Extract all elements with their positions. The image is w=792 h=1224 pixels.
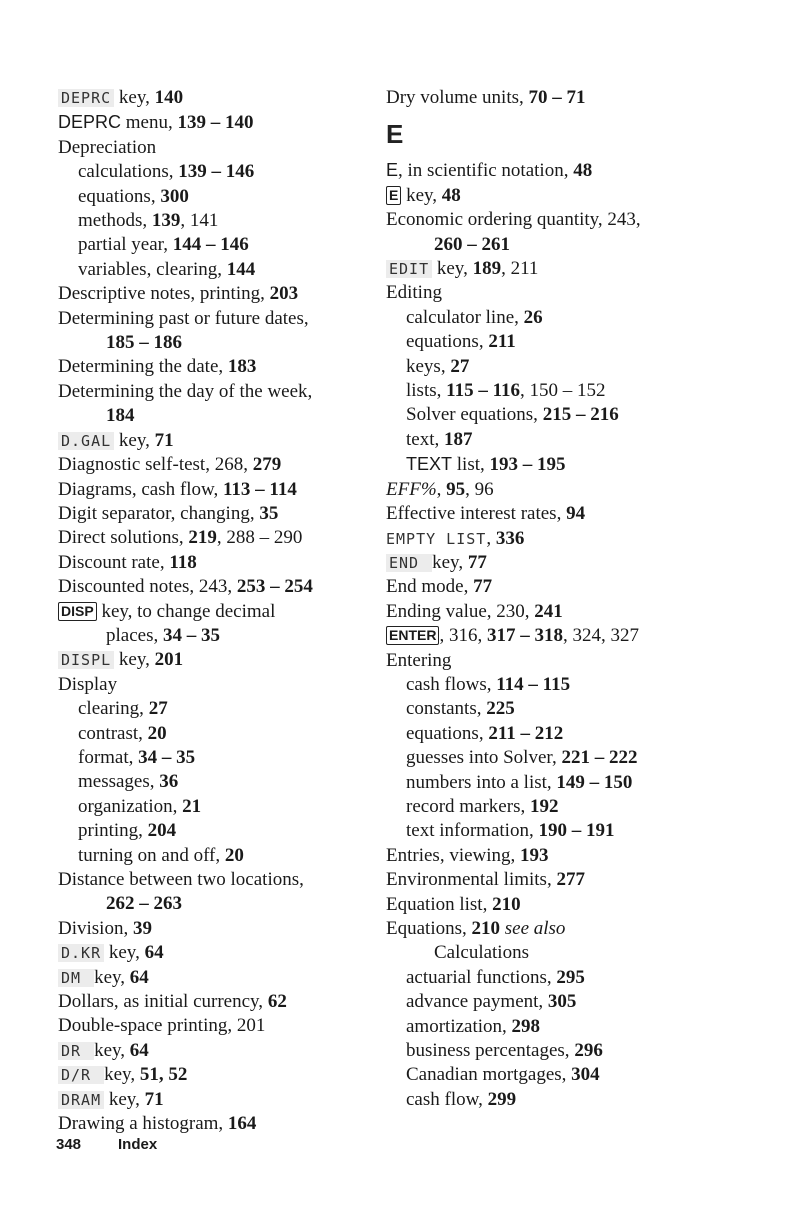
entry-text: Diagrams, cash flow, [58, 478, 223, 500]
entry-text: Division, [58, 917, 133, 939]
footer-section: Index [118, 1136, 158, 1153]
page-ref: 48 [441, 184, 461, 206]
page-ref: 21 [182, 795, 202, 817]
entry-text: , [436, 478, 447, 500]
entry-text: partial year, [78, 234, 173, 256]
entry-text: messages, [78, 771, 160, 793]
page-ref: 225 [486, 698, 515, 720]
entry-text: Equation list, [386, 893, 493, 915]
entry-text: numbers into a list, [406, 771, 557, 793]
page-ref: 187 [444, 428, 473, 450]
index-entry [386, 478, 776, 502]
page-ref: 192 [529, 795, 559, 817]
entry-text: key, [104, 1088, 145, 1110]
entry-text: list, [452, 454, 490, 476]
index-entry [58, 844, 388, 868]
entry-text: printing, [78, 820, 148, 842]
entry-text: , [486, 527, 496, 549]
page-ref: 20 [147, 722, 167, 744]
index-entry [386, 893, 776, 917]
entry-text: Digit separator, changing, [58, 502, 260, 524]
index-entry [58, 160, 388, 184]
page-ref: 77 [467, 551, 487, 573]
entry-text: Dollars, as initial currency, [58, 991, 268, 1013]
entry-text: Display [58, 673, 118, 695]
index-entry [58, 1063, 388, 1087]
entry-text: equations, [78, 185, 161, 207]
index-entry [58, 624, 388, 648]
page-ref: 336 [495, 527, 525, 549]
index-entry [58, 331, 388, 355]
page-ref: 71 [154, 429, 174, 451]
index-entry [386, 771, 776, 795]
index-entry [58, 990, 388, 1014]
entry-text: Double-space printing, 201 [58, 1015, 266, 1037]
page-ref: 149 – 150 [556, 771, 633, 793]
display-term: DEPRC [58, 112, 122, 133]
entry-text: , 316, [439, 625, 487, 647]
page-ref: 211 [488, 331, 516, 353]
index-entry [58, 258, 388, 282]
page-footer [56, 1136, 157, 1153]
italic-term: see also [504, 918, 566, 939]
keyboard-key-label: E [386, 186, 401, 205]
index-entry [386, 551, 776, 575]
index-entry [58, 819, 388, 843]
entry-text: , 96 [465, 478, 494, 500]
page-ref: 203 [269, 283, 299, 305]
keyboard-key-label: ENTER [386, 626, 439, 645]
index-entry [386, 208, 776, 232]
entry-text: Depreciation [58, 136, 157, 158]
page-ref: 279 [252, 454, 282, 476]
entry-text: Determining the date, [58, 356, 228, 378]
index-entry [386, 502, 776, 526]
index-entry [58, 502, 388, 526]
page-ref: 260 – 261 [434, 233, 510, 255]
page-ref: 70 – 71 [528, 87, 586, 108]
menu-key-label: EDIT [386, 260, 432, 278]
index-entry [58, 1112, 388, 1136]
entry-text: Environmental limits, [386, 869, 557, 891]
page-ref: 64 [144, 942, 164, 964]
entry-text: business percentages, [406, 1040, 575, 1062]
index-entry [58, 892, 388, 916]
menu-key-label: D/R [58, 1066, 104, 1084]
index-column-right [386, 86, 776, 1112]
page-ref: 77 [473, 576, 493, 598]
index-entry [386, 600, 776, 624]
index-entry [58, 966, 388, 990]
index-entry [58, 575, 388, 599]
index-entry [386, 355, 776, 379]
page-ref: 204 [147, 820, 177, 842]
index-entry [386, 624, 776, 648]
entry-text: Calculations [434, 942, 529, 964]
page-ref: 51, 52 [139, 1064, 188, 1086]
page-ref: 34 – 35 [162, 624, 220, 646]
page-ref: 298 [511, 1015, 541, 1037]
index-entry [386, 844, 776, 868]
entry-text: record markers, [406, 795, 530, 817]
menu-key-label: DEPRC [58, 89, 114, 107]
page-ref: 139 – 140 [177, 112, 254, 134]
page-ref: 144 [226, 258, 256, 280]
index-entry [386, 649, 776, 673]
entry-text: key, [401, 184, 442, 206]
index-entry [386, 746, 776, 770]
entry-text: End mode, [386, 576, 474, 598]
index-entry [58, 697, 388, 721]
index-entry [58, 673, 388, 697]
entry-text: Economic ordering quantity, 243, [386, 209, 641, 231]
index-entry [386, 403, 776, 427]
menu-key-label: DRAM [58, 1091, 104, 1109]
index-entry [58, 1014, 388, 1038]
display-term: TEXT [406, 454, 453, 475]
page-ref: 39 [132, 917, 152, 939]
index-entry [58, 136, 388, 160]
index-entry [386, 868, 776, 892]
page-ref: 27 [148, 698, 168, 720]
index-entry [58, 185, 388, 209]
entry-text: equations, [406, 722, 489, 744]
entry-text: key, to change decimal [96, 600, 276, 622]
entry-text: key, [104, 1064, 140, 1086]
page-ref: 139 – 146 [178, 161, 255, 183]
page-ref: 304 [571, 1064, 600, 1086]
entry-text: Direct solutions, [58, 527, 189, 549]
index-entry [58, 282, 388, 306]
entry-text: menu, [121, 112, 178, 134]
index-entry [386, 941, 776, 965]
entry-text: , 150 – 152 [520, 380, 606, 402]
page-ref: 210 [492, 893, 521, 915]
entry-text: Dry volume units, [386, 87, 529, 108]
index-entry [386, 575, 776, 599]
page-ref: 262 – 263 [106, 893, 182, 915]
index-entry [386, 1063, 776, 1087]
entry-text: , 288 – 290 [216, 527, 303, 549]
index-entry [386, 966, 776, 990]
page-ref: 215 – 216 [542, 404, 619, 426]
index-entry [58, 429, 388, 453]
page-ref: 48 [573, 160, 593, 182]
menu-key-label: DR [58, 1042, 94, 1060]
entry-text: contrast, [78, 722, 148, 744]
entry-text: amortization, [406, 1015, 512, 1037]
index-entry [58, 868, 388, 892]
entry-text: key, [104, 942, 145, 964]
page-ref: 164 [227, 1113, 257, 1135]
entry-text: key, [114, 87, 155, 108]
entry-text: cash flows, [406, 673, 497, 695]
italic-term: EFF% [386, 478, 437, 500]
page-ref: 295 [556, 966, 585, 988]
entry-text: cash flow, [406, 1088, 488, 1110]
entry-text: key, [94, 966, 130, 988]
display-message: EMPTY LIST [386, 529, 487, 548]
index-entry [58, 795, 388, 819]
page-number: 348 [56, 1136, 82, 1153]
index-entry [386, 1039, 776, 1063]
entry-text: Descriptive notes, printing, [58, 283, 270, 305]
letter-heading: E [386, 119, 404, 150]
page-ref: 185 – 186 [106, 332, 182, 354]
page-ref: 300 [160, 185, 189, 207]
index-entry [386, 452, 776, 477]
index-entry [58, 551, 388, 575]
page-ref: 94 [566, 503, 586, 525]
entry-text: Discount rate, [58, 551, 170, 573]
page-ref: 183 [227, 356, 257, 378]
index-entry [58, 648, 388, 672]
entry-text: Solver equations, [406, 404, 543, 426]
index-entry [58, 404, 388, 428]
index-entry [386, 257, 776, 281]
page-ref: 296 [574, 1040, 603, 1062]
entry-text: guesses into Solver, [406, 747, 562, 769]
entry-text: methods, [78, 210, 152, 232]
index-entry [386, 917, 776, 941]
menu-key-label: DISPL [58, 651, 114, 669]
index-entry [58, 209, 388, 233]
entry-text: actuarial functions, [406, 966, 557, 988]
index-entry [58, 746, 388, 770]
page-ref: 210 [471, 918, 500, 939]
page-ref: 299 [487, 1088, 517, 1110]
page-ref: 317 – 318 [486, 625, 563, 647]
page-ref: 211 – 212 [488, 722, 564, 744]
entry-text: lists, [406, 380, 447, 402]
menu-key-label: D.KR [58, 944, 104, 962]
menu-key-label: D.GAL [58, 432, 114, 450]
page-ref: 115 – 116 [446, 380, 521, 402]
entry-text: format, [78, 746, 139, 768]
entry-text: , 324, 327 [562, 625, 639, 647]
page-ref: 20 [224, 844, 244, 866]
index-entry [386, 1015, 776, 1039]
page-ref: 193 [520, 844, 549, 866]
page-ref: 305 [547, 991, 577, 1013]
page-ref: 139 [151, 210, 181, 232]
entry-text: Entries, viewing, [386, 844, 521, 866]
entry-text: constants, [406, 698, 487, 720]
entry-text: Editing [386, 282, 442, 304]
entry-text: advance payment, [406, 991, 548, 1013]
entry-text: places, [106, 624, 163, 646]
page-ref: 64 [129, 1039, 149, 1061]
entry-text: variables, clearing, [78, 258, 227, 280]
page-ref: 221 – 222 [561, 747, 638, 769]
page-ref: 64 [129, 966, 149, 988]
entry-text: key, [114, 649, 155, 671]
page-ref: 140 [154, 87, 184, 108]
entry-text: , 211 [501, 258, 539, 280]
entry-text: Drawing a histogram, [58, 1113, 228, 1135]
index-entry [58, 380, 388, 404]
index-entry [386, 306, 776, 330]
index-entry [58, 233, 388, 257]
index-entry [386, 673, 776, 697]
page-ref: 118 [169, 551, 197, 573]
index-entry [58, 770, 388, 794]
entry-text: text, [406, 428, 444, 450]
index-entry [386, 990, 776, 1014]
entry-text: Ending value, 230, [386, 600, 535, 622]
index-entry [58, 307, 388, 331]
index-entry [58, 722, 388, 746]
entry-text: calculations, [78, 161, 179, 183]
page-ref: 219 [188, 527, 217, 549]
page-ref: 34 – 35 [138, 746, 196, 768]
entry-text: , 141 [180, 210, 219, 232]
index-entry [58, 86, 388, 110]
index-entry [386, 281, 776, 305]
entry-text: equations, [406, 331, 489, 353]
page-ref: 253 – 254 [236, 576, 313, 598]
menu-key-label: END [386, 554, 432, 572]
entry-text: Determining the day of the week, [58, 380, 313, 402]
entry-text: keys, [406, 355, 451, 377]
index-entry [58, 453, 388, 477]
index-column-left [58, 86, 388, 1136]
entry-text: text information, [406, 820, 539, 842]
index-entry [386, 795, 776, 819]
menu-key-label: DM [58, 969, 94, 987]
page-ref: 190 – 191 [538, 820, 615, 842]
index-entry [58, 917, 388, 941]
page-ref: 189 [472, 258, 502, 280]
index-entry [386, 86, 776, 110]
entry-text: key, [94, 1039, 130, 1061]
page-ref: 144 – 146 [172, 234, 249, 256]
index-entry [58, 355, 388, 379]
entry-text: key, [432, 551, 468, 573]
index-entry [386, 1088, 776, 1112]
page-ref: 26 [523, 306, 543, 328]
index-entry [58, 600, 388, 624]
index-entry [58, 941, 388, 965]
entry-text: Effective interest rates, [386, 503, 567, 525]
page-ref: 95 [446, 478, 466, 500]
entry-text: Discounted notes, 243, [58, 576, 237, 598]
entry-text: Determining past or future dates, [58, 307, 309, 329]
entry-text: Diagnostic self-test, 268, [58, 454, 253, 476]
entry-text: turning on and off, [78, 844, 225, 866]
index-entry [386, 233, 776, 257]
index-entry [386, 819, 776, 843]
entry-text: Distance between two locations, [58, 869, 304, 890]
page-ref: 277 [556, 869, 585, 891]
index-entry [58, 110, 388, 135]
page-ref: 36 [159, 771, 179, 793]
index-entry [58, 1088, 388, 1112]
index-entry [58, 478, 388, 502]
keyboard-key-label: DISP [58, 602, 97, 621]
index-entry [386, 527, 776, 551]
entry-text: Canadian mortgages, [406, 1064, 572, 1086]
page-ref: 193 – 195 [489, 454, 566, 476]
page-ref: 241 [534, 600, 563, 622]
page-ref: 27 [450, 355, 470, 377]
display-term: E [386, 160, 399, 181]
entry-text: key, [432, 258, 473, 280]
page-ref: 114 – 115 [496, 673, 571, 695]
entry-text: calculator line, [406, 306, 524, 328]
index-entry [386, 184, 776, 208]
entry-text: organization, [78, 795, 183, 817]
page-ref: 184 [106, 405, 135, 427]
index-entry [386, 158, 776, 183]
page-ref: 62 [267, 991, 287, 1013]
page-ref: 113 – 114 [222, 478, 297, 500]
entry-text: key, [114, 429, 155, 451]
page-ref: 201 [154, 649, 184, 671]
page-ref: 35 [259, 502, 279, 524]
index-entry [58, 1039, 388, 1063]
index-entry [386, 697, 776, 721]
index-entry [58, 526, 388, 550]
index-entry [386, 330, 776, 354]
entry-text: Equations, [386, 918, 472, 939]
entry-text: , in scientific notation, [398, 160, 574, 182]
page-ref: 71 [144, 1088, 164, 1110]
index-entry [386, 722, 776, 746]
entry-text: clearing, [78, 698, 149, 720]
index-entry [386, 428, 776, 452]
entry-text: Entering [386, 649, 452, 671]
index-entry [386, 379, 776, 403]
